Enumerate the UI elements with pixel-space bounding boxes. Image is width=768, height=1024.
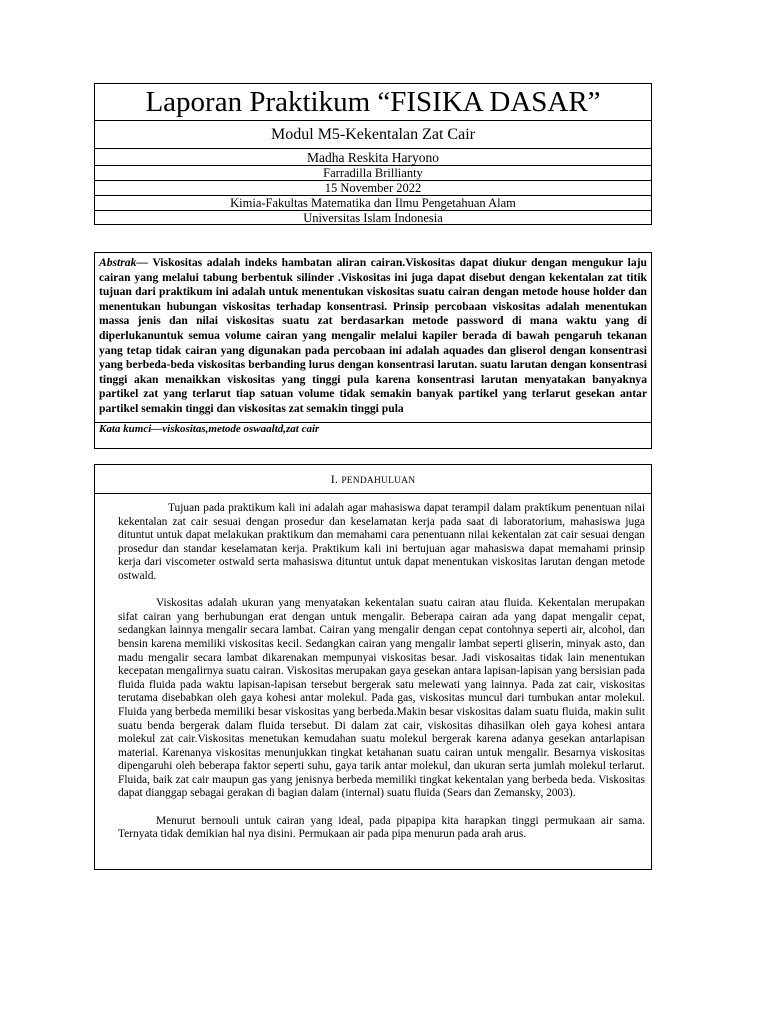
- author-primary: Madha Reskita Haryono: [95, 149, 651, 166]
- faculty-line: Kimia-Fakultas Matematika dan Ilmu Pengetahuan Alam: [95, 196, 651, 211]
- abstract-paragraph: [95, 253, 651, 423]
- title-block: [94, 83, 652, 225]
- report-date: 15 November 2022: [95, 181, 651, 196]
- abstract-body: Viskositas adalah indeks hambatan aliran cairan.Viskositas dapat diukur dengan mengukur laju cairan yang melalui tabung berbentuk silinder .Viskositas ini juga dapat disebut dengan kekentalan zat titik tujuan dari praktikum ini adalah untuk menentukan viskositas suatu cairan dengan metode house holder dan menentukan hubungan viskositas terhadap konsentrasi. Prinsip percobaan viskositas adalah menentukan massa jenis dan nilai viskositas suatu zat berdasarkan metode password di mana waktu yang di diperlukanuntuk semua volume cairan yang mengalir melalui kapiler berada di bawah pengaruh tekanan yang tetap tidak cairan yang digunakan pada percobaan ini adalah aquades dan gliserol dengan konsentrasi yang berbeda-beda viskositas berbanding lurus dengan konsentrasi larutan. suatu larutan dengan konsentrasi tinggi akan menaikkan viskositas yang tinggi pula karena konsentrasi larutan menyatakan banyaknya partikel zat yang terlarut tiap satuan volume tidak semakin banyak partikel yang terlarut gesekan antar partikel semakin tinggi dan viskositas zat semakin tinggi pula: [99, 256, 647, 415]
- section-body: [95, 494, 651, 842]
- section-title: PENDAHULUAN: [341, 476, 416, 486]
- intro-paragraph-2: Viskositas adalah ukuran yang menyatakan kekentalan suatu cairan atau fluida. Kekentalan merupakan sifat cairan yang berhubungan erat dengan untuk mengalir. Beberapa cairan ada yang dapat mengalir cepat, sedangkan lainnya mengalir secara lambat. Cairan yang mengalir dengan cepat contohnya seperti air, alcohol, dan bensin karena memiliki viskositas kecil. Sedangkan cairan yang mengalir lambat seperti gliserin, minyak asto, dan madu mengalir secara lambat dikarenakan mempunyai viskositas besar. Jadi viskosaitas tidak lain menentukan kecepatan mengalirnya suatu cairan. Viskositas merupakan gaya gesekan antara lapisan-lapisan yang bersisian pada fluida fluida pada waktu lapisan-lapisan tersebut bergerak satu melewati yang lainnya. Pada zat cair, viskositas terutama disebabkan oleh gaya kohesi antar molekul. Pada gas, viskositas muncul dari tumbukan antar molekul. Fluida yang berbeda memiliki besar viskositas yang berbeda.Makin besar viskositas dalam suatu fluida, makin sulit suatu benda bergerak dalam fluida tersebut. Di dalam zat cair, viskositas dihasilkan oleh gaya kohesi antara molekul zat cair.Viskositas menetukan kemudahan suatu molekul bergerak karena adanya gesekan antarlapisan material. Karenanya viskositas menunjukkan tingkat ketahanan suatu cairan untuk mengalir. Besarnya viskositas dipengaruhi oleh beberapa faktor seperti suhu, gaya tarik antar molekul, dan ukuran serta jumlah molekul terlarut. Fluida, baik zat cair maupun gas yang jenisnya berbeda memiliki tingkat kekentalan yang berbeda beda. Viskositas dapat dianggap sebagai gerakan di bagian dalam (internal) suatu fluida (Sears dan Zemansky, 2003).: [118, 597, 645, 800]
- university-line: Universitas Islam Indonesia: [303, 211, 443, 225]
- section-number: I.: [330, 472, 339, 486]
- section-heading: [95, 465, 651, 494]
- introduction-block: [94, 464, 652, 870]
- intro-paragraph-3: Menurut bernouli untuk cairan yang ideal, pada pipapipa kita harapkan tinggi permukaan air sama. Ternyata tidak demikian hal nya disini. Permukaan air pada pipa menurun pada arah arus.: [118, 814, 645, 841]
- module-title: Modul M5-Kekentalan Zat Cair: [95, 121, 651, 149]
- abstract-lead: Abstrak—: [99, 256, 148, 269]
- intro-paragraph-1: Tujuan pada praktikum kali ini adalah agar mahasiswa dapat terampil dalam praktikum penentuan nilai kekentalan zat cair sesuai dengan prosedur dan keselamatan kerja pada saat di laboratorium, mahasiswa juga dituntut untuk dapat melakukan praktikum dan memahami cara penentuann nilai kekentalan zat cair sesuai dengan prosedur dan standar keselamatan kerja. Praktikum kali ini bertujuan agar mahasiswa dapat memahami prinsip kerja dari viscometer ostwald serta mahasiswa dituntut untuk dapat menentukan viskositas larutan dengan metode ostwald.: [118, 502, 645, 582]
- report-title: Laporan Praktikum “FISIKA DASAR”: [95, 84, 651, 121]
- keywords-line: Kata kumci—viskositas,metode oswaaltd,zat cair: [99, 423, 320, 435]
- abstract-block: [94, 252, 652, 449]
- author-secondary: Farradilla Brillianty: [95, 166, 651, 181]
